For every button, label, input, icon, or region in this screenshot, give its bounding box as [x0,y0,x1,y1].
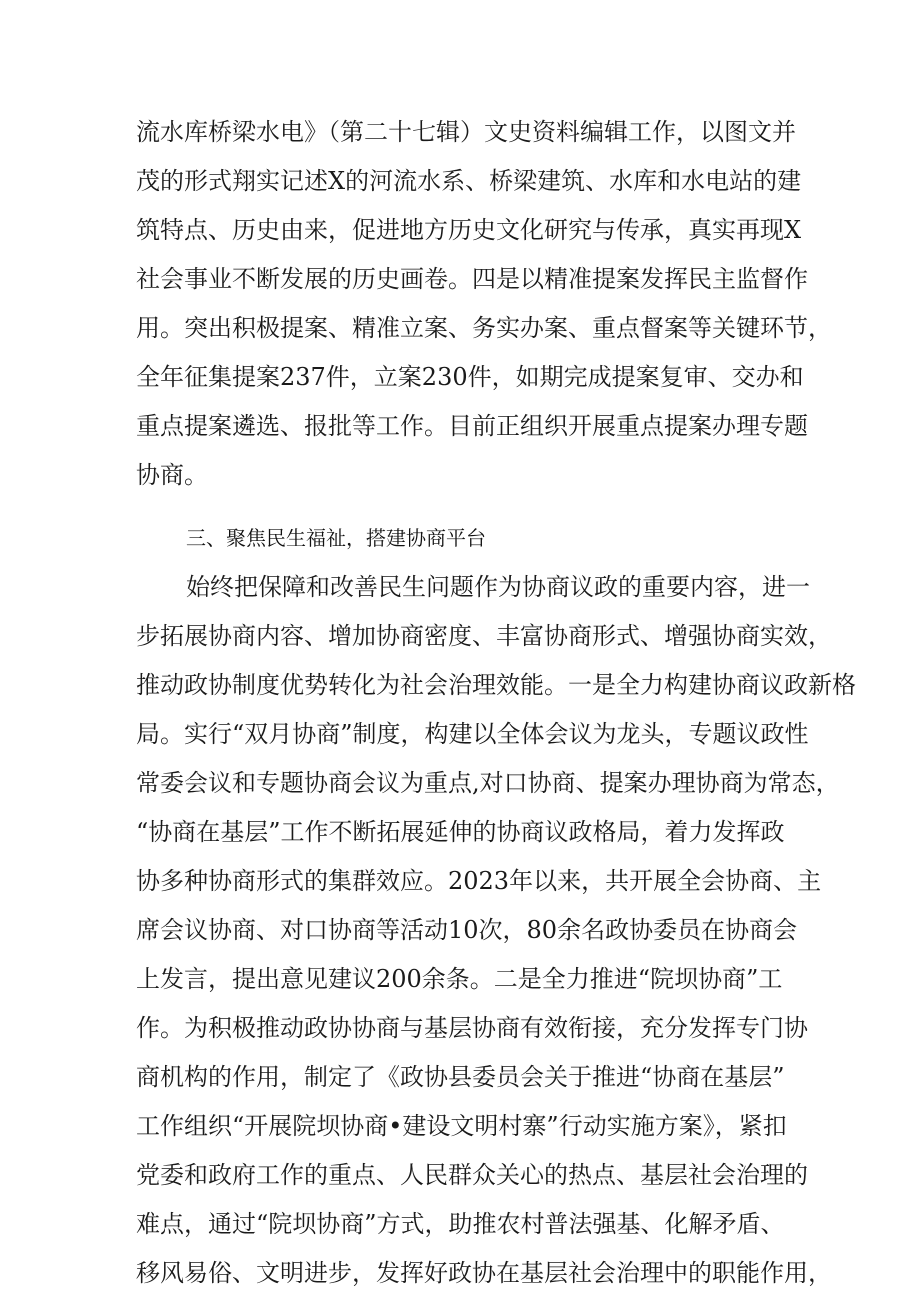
paragraph-2-line-4: 局。实行“双月协商”制度，构建以全体会议为龙头，专题议政性 [136,720,809,748]
paragraph-1-line-3: 筑特点、历史由来，促进地方历史文化研究与传承，真实再现X [136,216,802,244]
paragraph-1-line-4: 社会事业不断发展的历史画卷。四是以精准提案发挥民主监督作 [136,265,808,293]
paragraph-2-line-8: 席会议协商、对口协商等活动10次，80余名政协委员在协商会 [136,916,798,944]
paragraph-2-line-9: 上发言，提出意见建议200余条。二是全力推进“院坝协商”工 [136,965,783,993]
paragraph-1-line-5: 用。突出积极提案、精准立案、务实办案、重点督案等关键环节， [136,314,832,342]
paragraph-2-line-14: 难点，通过“院坝协商”方式，助推农村普法强基、化解矛盾、 [136,1210,785,1238]
paragraph-1-line-8: 协商。 [136,461,208,489]
paragraph-2-line-15: 移风易俗、文明进步，发挥好政协在基层社会治理中的职能作用， [136,1259,832,1287]
paragraph-2-line-1: 始终把保障和改善民生问题作为协商议政的重要内容，进一 [186,573,810,601]
paragraph-2-line-12: 工作组织“开展院坝协商•建设文明村寨”行动实施方案》，紧扣 [136,1112,787,1140]
paragraph-1-line-7: 重点提案遴选、报批等工作。目前正组织开展重点提案办理专题 [136,412,808,440]
paragraph-1-line-6: 全年征集提案237件，立案230件，如期完成提案复审、交办和 [136,363,804,391]
paragraph-2-line-10: 作。为积极推动政协协商与基层协商有效衔接，充分发挥专门协 [136,1014,808,1042]
paragraph-2-line-6: “协商在基层”工作不断拓展延伸的协商议政格局，着力发挥政 [136,818,785,846]
paragraph-2-line-2: 步拓展协商内容、增加协商密度、丰富协商形式、增强协商实效， [136,622,832,650]
paragraph-2-line-11: 商机构的作用，制定了《政协县委员会关于推进“协商在基层” [136,1063,785,1091]
paragraph-2-line-13: 党委和政府工作的重点、人民群众关心的热点、基层社会治理的 [136,1161,808,1189]
paragraph-2-line-5: 常委会议和专题协商会议为重点,对口协商、提案办理协商为常态， [136,769,840,797]
paragraph-2-line-7: 协多种协商形式的集群效应。2023年以来，共开展全会协商、主 [136,867,822,895]
paragraph-2-line-3: 推动政协制度优势转化为社会治理效能。一是全力构建协商议政新格 [136,671,856,699]
paragraph-1-line-1: 流水库桥梁水电》（第二十七辑）文史资料编辑工作，以图文并 [136,118,796,146]
section-heading: 三、聚焦民生福祉，搭建协商平台 [186,526,486,550]
paragraph-1-line-2: 茂的形式翔实记述X的河流水系、桥梁建筑、水库和水电站的建 [136,167,802,195]
